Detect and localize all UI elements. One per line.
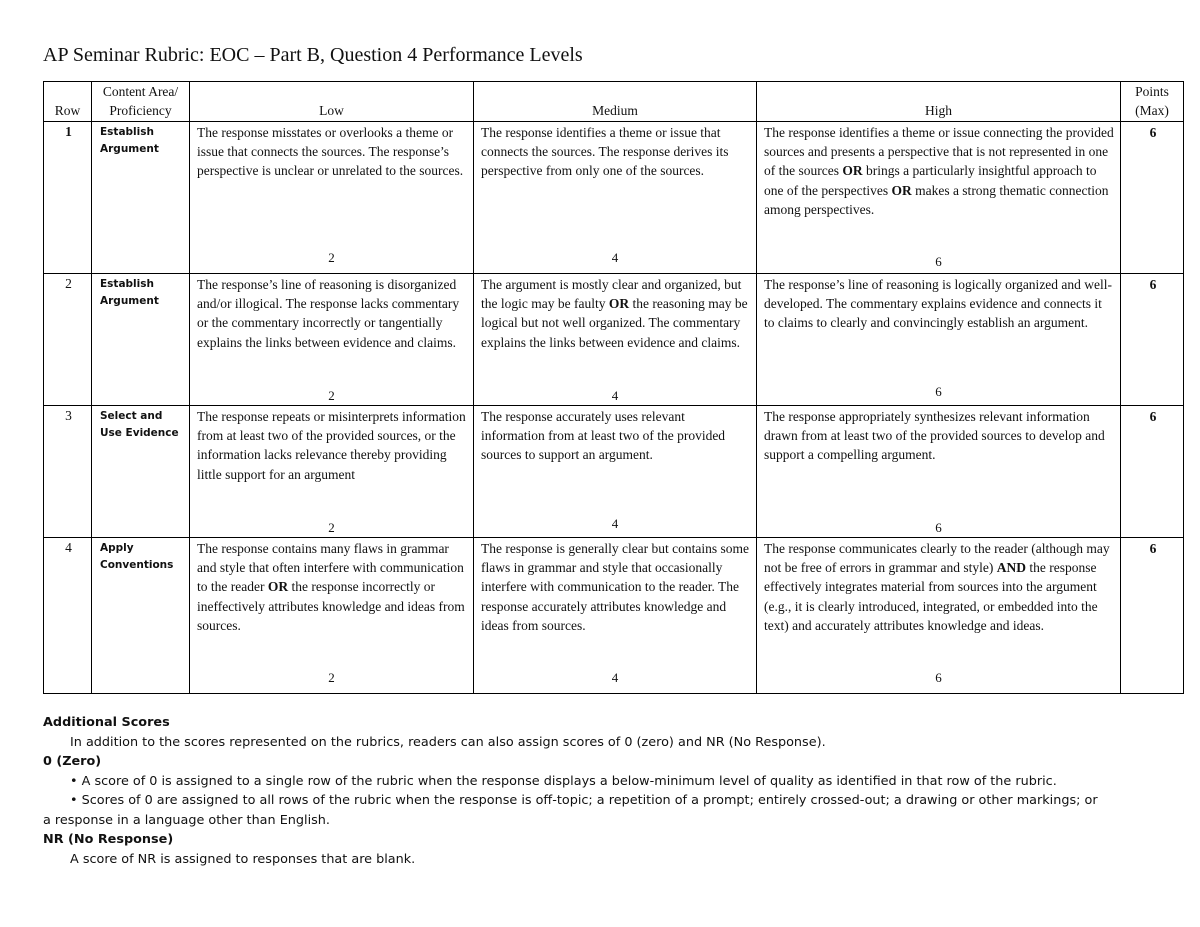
nr-heading: NR (No Response) <box>43 832 174 847</box>
table-row <box>44 274 1184 406</box>
high-or-emphasis: OR <box>842 163 863 179</box>
header-content-area-line2: Proficiency <box>109 103 172 118</box>
row-number: 2 <box>44 274 92 406</box>
medium-description: The response identifies a theme or issue that connects the sources. The response derives its perspective from only one of the sources. <box>481 125 729 179</box>
low-text-a: The response contains many flaws in grammar and style that often interfere with communication to the reader <box>197 541 464 595</box>
medium-text-b: the reasoning may be logical but not well organized. The commentary explains the links between evidence and claims. <box>481 296 748 350</box>
header-points-line2: (Max) <box>1135 103 1169 118</box>
zero-heading: 0 (Zero) <box>43 754 102 769</box>
header-high: High <box>757 82 1121 122</box>
row-number: 1 <box>44 122 92 274</box>
table-row <box>44 538 1184 694</box>
low-description: The response repeats or misinterprets information from at least two of the provided sources, or the information lacks relevance thereby providing little support for an argument <box>197 409 466 482</box>
high-score: 6 <box>935 669 942 685</box>
high-description <box>764 123 1115 219</box>
low-score: 2 <box>328 249 335 265</box>
header-points-line1: Points <box>1135 84 1169 99</box>
high-cell <box>757 122 1121 274</box>
additional-scores-heading: Additional Scores <box>43 715 170 730</box>
low-cell <box>190 122 474 274</box>
medium-cell <box>474 538 757 694</box>
medium-score: 4 <box>611 515 619 531</box>
low-cell <box>190 406 474 538</box>
medium-description: The response accurately uses relevant information from at least two of the provided sources to support an argument. <box>481 409 726 463</box>
high-score: 6 <box>935 383 942 399</box>
high-text-c: makes a strong thematic connection among perspectives. <box>764 182 1109 217</box>
header-medium: Medium <box>474 82 757 122</box>
low-description <box>197 539 468 635</box>
high-description: The response appropriately synthesizes relevant information drawn from at least two of the provided sources to develop and support a compelling argument. <box>764 409 1105 463</box>
low-score: 2 <box>328 669 335 685</box>
high-cell <box>757 406 1121 538</box>
high-cell <box>757 538 1121 694</box>
medium-cell <box>474 122 757 274</box>
header-row <box>44 82 1184 122</box>
additional-scores-section <box>43 713 1183 869</box>
low-description: The response’s line of reasoning is disorganized and/or illogical. The response lacks commentary or the commentary incorrectly or tangentially explains the links between evidence and claims. <box>197 277 460 350</box>
header-low: Low <box>190 82 474 122</box>
table-row <box>44 406 1184 538</box>
header-row-label: Row <box>44 82 92 122</box>
table-row <box>44 122 1184 274</box>
medium-cell <box>474 406 757 538</box>
medium-description: The response is generally clear but contains some flaws in grammar and style that occasionally interfere with communication to the reader. The response accurately attributes knowledge and ideas from sources. <box>481 541 750 633</box>
high-description: The response’s line of reasoning is logically organized and well-developed. The commentary explains evidence and connects it to claims to clearly and convincingly establish an argument. <box>764 277 1113 331</box>
low-cell <box>190 274 474 406</box>
high-cell <box>757 274 1121 406</box>
points-max: 6 <box>1121 406 1184 538</box>
zero-bullet: • A score of 0 is assigned to a single row of the rubric when the response displays a below-minimum level of quality as identified in that row of the rubric. <box>70 773 1057 789</box>
high-text-b: brings a particularly insightful approach to one of the perspectives <box>764 163 1097 198</box>
high-text-a: The response communicates clearly to the reader (although may not be free of errors in grammar and style) <box>764 541 1110 576</box>
low-or-emphasis: OR <box>267 579 289 595</box>
additional-scores-text: In addition to the scores represented on the rubrics, readers can also assign scores of 0 (zero) and NR (No Response). <box>70 734 826 750</box>
medium-text-a: The argument is mostly clear and organized, but the logic may be faulty <box>481 277 742 312</box>
medium-score: 4 <box>611 669 619 685</box>
high-score: 6 <box>935 253 942 269</box>
page-title: AP Seminar Rubric: EOC – Part B, Question 4 Performance Levels <box>43 44 583 66</box>
zero-bullet: • Scores of 0 are assigned to all rows of the rubric when the response is off-topic; a repetition of a prompt; entirely crossed-out; a drawing or other markings; or <box>70 793 1098 808</box>
zero-bullet-continuation: a response in a language other than English. <box>43 812 330 828</box>
low-cell <box>190 538 474 694</box>
low-text-b: the response incorrectly or ineffectively attributes knowledge and ideas from sources. <box>197 579 465 633</box>
high-text-b: the response effectively integrates material from sources into the argument (e.g., it is clearly introduced, integrated, or embedded into the text) and accurately attributes knowledge and ideas. <box>764 560 1098 633</box>
nr-text: A score of NR is assigned to responses that are blank. <box>70 851 416 867</box>
row-content-area: Establish Argument <box>92 274 190 406</box>
medium-score: 4 <box>611 387 619 403</box>
medium-or-emphasis: OR <box>608 296 630 312</box>
header-content-area <box>92 82 190 122</box>
row-content-area: Apply Conventions <box>92 538 190 694</box>
row-number: 4 <box>44 538 92 694</box>
points-max: 6 <box>1121 538 1184 694</box>
low-description: The response misstates or overlooks a theme or issue that connects the sources. The response’s perspective is unclear or unrelated to the sources. <box>197 125 464 179</box>
points-max: 6 <box>1121 122 1184 274</box>
high-description <box>764 539 1115 635</box>
high-or-emphasis: OR <box>891 182 912 198</box>
low-score: 2 <box>328 519 335 535</box>
high-text-a: The response identifies a theme or issue connecting the provided sources and presents a perspective that is not represented in one of the sources <box>764 125 1114 179</box>
row-content-area: Select and Use Evidence <box>92 406 190 538</box>
medium-description <box>481 275 751 352</box>
header-points <box>1121 82 1184 122</box>
header-content-area-line1: Content Area/ <box>102 84 179 99</box>
high-score: 6 <box>935 519 942 535</box>
medium-cell <box>474 274 757 406</box>
medium-score: 4 <box>611 249 619 265</box>
points-max: 6 <box>1121 274 1184 406</box>
low-score: 2 <box>328 387 335 403</box>
row-number: 3 <box>44 406 92 538</box>
row-content-area: Establish Argument <box>92 122 190 274</box>
high-and-emphasis: AND <box>996 560 1027 576</box>
rubric-table <box>43 81 1184 694</box>
